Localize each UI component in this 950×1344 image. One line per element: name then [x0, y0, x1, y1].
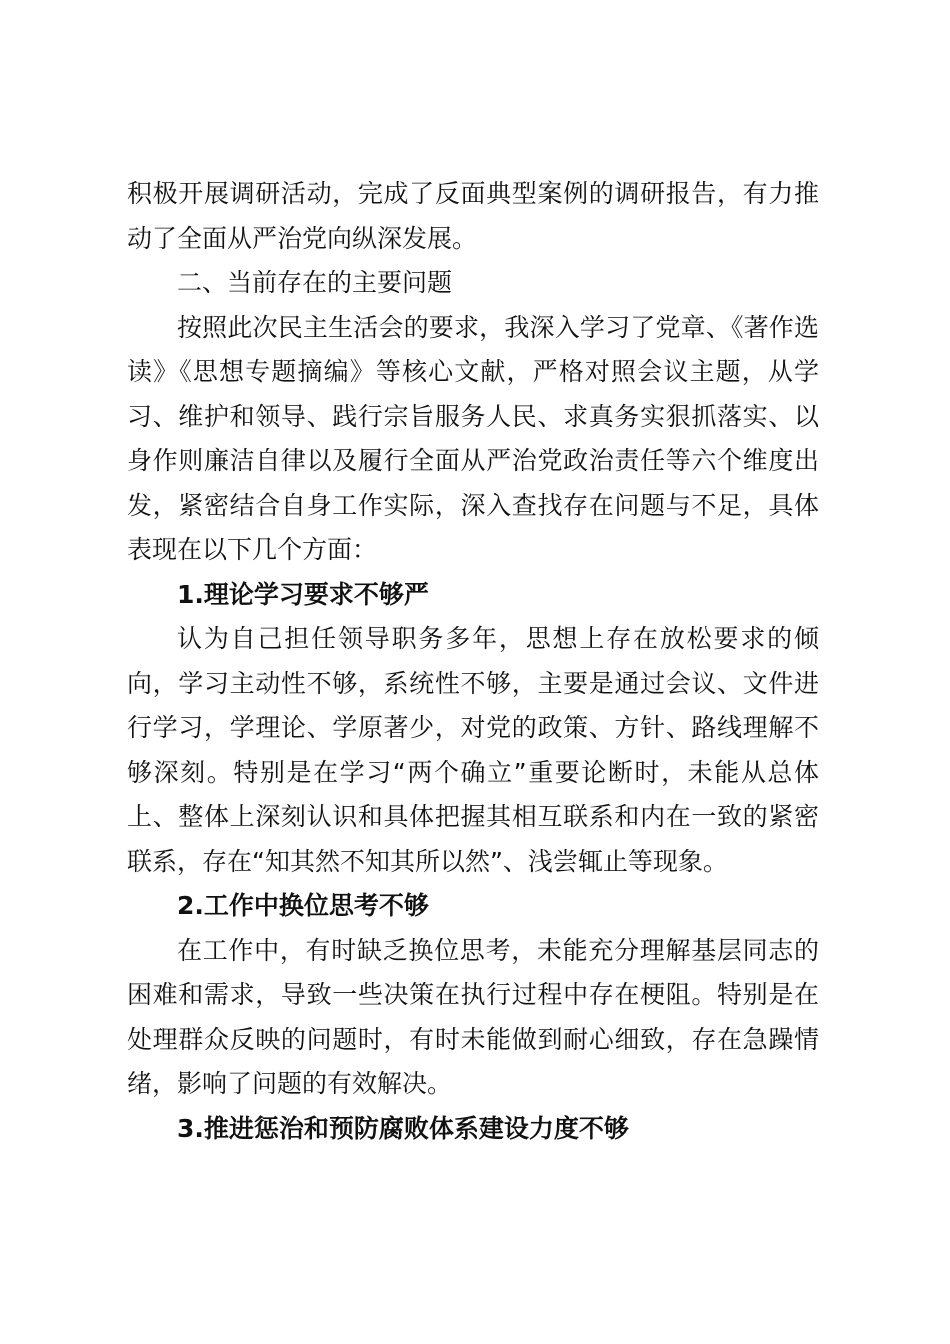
- paragraph-1: 认为自己担任领导职务多年，思想上存在放松要求的倾向，学习主动性不够，系统性不够，主要是通过会议、文件进行学习，学理论、学原著少，对党的政策、方针、路线理解不够深刻。特别是在学习“两个确立”重要论断时，未能从总体上、整体上深刻认识和具体把握其相互联系和内在一致的紧密联系，存在“知其然不知其所以然”、浅尝辄止等现象。: [127, 624, 819, 876]
- subheading-3: 3.推进惩治和预防腐败体系建设力度不够: [177, 1113, 629, 1143]
- document-body: [127, 172, 819, 1151]
- subheading-2: 2.工作中换位思考不够: [177, 891, 429, 920]
- subheading-1: 1.理论学习要求不够严: [177, 579, 429, 609]
- paragraph-continuation: 积极开展调研活动，完成了反面典型案例的调研报告，有力推动了全面从严治党向纵深发展。: [127, 179, 819, 253]
- paragraph-2: 在工作中，有时缺乏换位思考，未能充分理解基层同志的困难和需求，导致一些决策在执行过程中存在梗阻。特别是在处理群众反映的问题时，有时未能做到耐心细致，存在急躁情绪，影响了问题的有效解决。: [127, 935, 819, 1098]
- section-heading: 二、当前存在的主要问题: [177, 268, 453, 297]
- paragraph-intro: 按照此次民主生活会的要求，我深入学习了党章、《著作选读》《思想专题摘编》等核心文献，严格对照会议主题，从学习、维护和领导、践行宗旨服务人民、求真务实狠抓落实、以身作则廉洁自律以及履行全面从严治党政治责任等六个维度出发，紧密结合自身工作实际，深入查找存在问题与不足，具体表现在以下几个方面：: [127, 312, 819, 564]
